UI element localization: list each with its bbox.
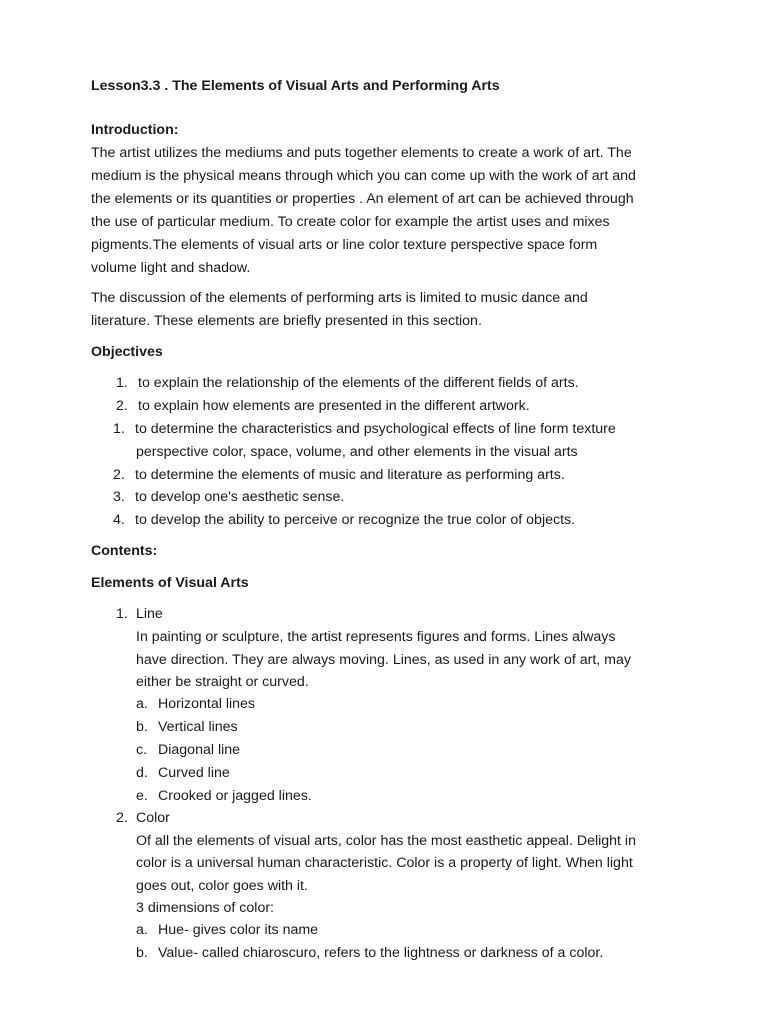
element-number: 2. [116,810,128,826]
line-type: Curved line [158,765,230,781]
element-title-color: Color [136,810,170,826]
color-description: Of all the elements of visual arts, color has the most easthetic appeal. Delight in [136,833,636,849]
color-dimensions-label: 3 dimensions of color: [136,900,275,916]
intro-paragraph-line: the use of particular medium. To create color for example the artist uses and mixes [91,214,610,230]
objective-item: to develop one's aesthetic sense. [135,489,345,505]
line-type-letter: c. [136,742,148,758]
line-type-letter: e. [136,788,148,804]
contents-heading: Contents: [91,543,158,559]
line-type: Crooked or jagged lines. [158,788,312,804]
objective-number: 2. [113,467,125,483]
objectives-heading: Objectives [91,344,163,360]
objective-number: 4. [113,512,125,528]
color-description: color is a universal human characteristic. Color is a property of light. When light [136,855,633,871]
objective-number: 3. [113,489,125,505]
line-type: Horizontal lines [158,696,255,712]
objective-item: to determine the characteristics and psychological effects of line form texture [135,421,616,437]
intro-paragraph2-line: literature. These elements are briefly presented in this section. [91,313,482,329]
color-description: goes out, color goes with it. [136,878,308,894]
objective-item-continuation: perspective color, space, volume, and other elements in the visual arts [136,444,578,460]
objective-number: 1. [113,421,125,437]
color-dimension: Hue- gives color its name [158,922,319,938]
visual-arts-subheading: Elements of Visual Arts [91,575,249,591]
line-type-letter: b. [136,719,148,735]
intro-paragraph-line: The artist utilizes the mediums and puts together elements to create a work of art. The [91,145,632,161]
line-type: Vertical lines [158,719,238,735]
color-dimension: Value- called chiaroscuro, refers to the lightness or darkness of a color. [158,945,604,961]
line-description: either be straight or curved. [136,674,309,690]
objective-item: to explain the relationship of the elements of the different fields of arts. [138,375,579,391]
line-description: have direction. They are always moving. Lines, as used in any work of art, may [136,652,631,668]
lesson-title: Lesson3.3 . The Elements of Visual Arts and Performing Arts [91,78,500,94]
element-title-line: Line [136,606,163,622]
objective-item: to explain how elements are presented in the different artwork. [138,398,530,414]
objective-number: 1. [116,375,128,391]
objective-item: to develop the ability to perceive or recognize the true color of objects. [135,512,576,528]
objective-item: to determine the elements of music and literature as performing arts. [135,467,565,483]
element-number: 1. [116,606,128,622]
intro-paragraph-line: pigments.The elements of visual arts or line color texture perspective space form [91,237,598,253]
intro-paragraph-line: the elements or its quantities or properties . An element of art can be achieved through [91,191,634,207]
line-type-letter: d. [136,765,148,781]
line-type: Diagonal line [158,742,241,758]
objective-number: 2. [116,398,128,414]
intro-paragraph2-line: The discussion of the elements of performing arts is limited to music dance and [91,290,588,306]
intro-paragraph-line: volume light and shadow. [91,260,251,276]
line-type-letter: a. [136,696,148,712]
introduction-heading: Introduction: [91,122,179,138]
color-dimension-letter: b. [136,945,148,961]
intro-paragraph-line: medium is the physical means through which you can come up with the work of art and [91,168,636,184]
line-description: In painting or sculpture, the artist represents figures and forms. Lines always [136,629,616,645]
color-dimension-letter: a. [136,922,148,938]
